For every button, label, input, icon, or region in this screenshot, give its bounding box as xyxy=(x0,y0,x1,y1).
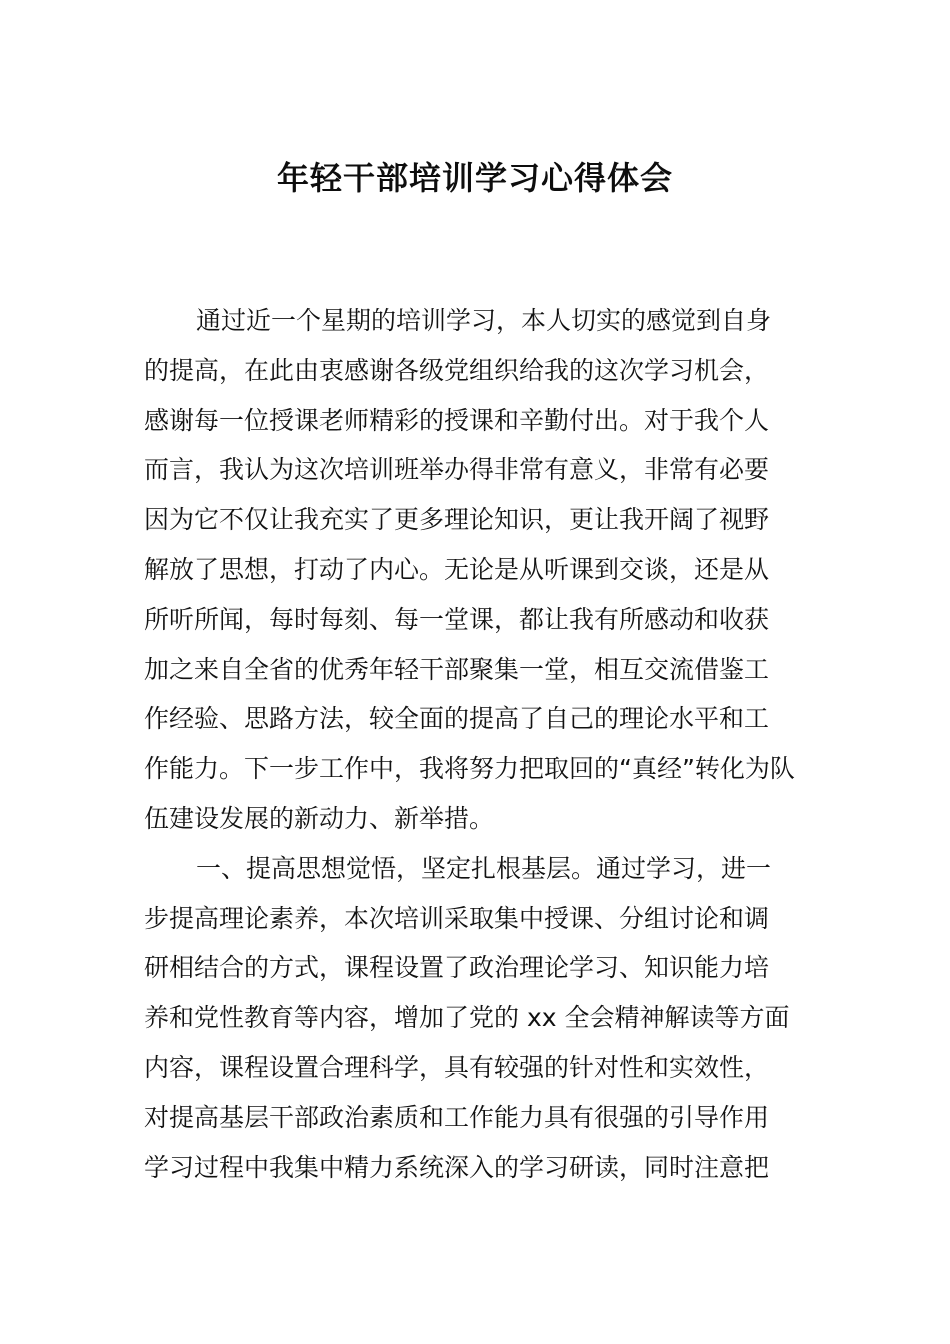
paragraph-1-line-10: 作能力。下一步工作中，我将努力把取回的“真经”转化为队 xyxy=(144,754,795,784)
paragraph-1-line-11: 伍建设发展的新动力、新举措。 xyxy=(144,803,495,833)
paragraph-2-line-7: 学习过程中我集中精力系统深入的学习研读，同时注意把 xyxy=(144,1152,770,1182)
document-title: 年轻干部培训学习心得体会 xyxy=(276,159,673,197)
paragraph-2-line-5: 内容，课程设置合理科学，具有较强的针对性和实效性， xyxy=(144,1052,770,1082)
paragraph-2-line-6: 对提高基层干部政治素质和工作能力具有很强的引导作用 xyxy=(144,1102,770,1132)
paragraph-1-line-9: 作经验、思路方法，较全面的提高了自己的理论水平和工 xyxy=(144,704,770,734)
paragraph-1-line-8: 加之来自全省的优秀年轻干部聚集一堂，相互交流借鉴工 xyxy=(144,654,770,684)
paragraph-1-line-4: 而言，我认为这次培训班举办得非常有意义，非常有必要 xyxy=(144,455,770,485)
paragraph-1-line-2: 的提高，在此由衷感谢各级党组织给我的这次学习机会， xyxy=(144,355,770,385)
document-body xyxy=(144,296,808,1192)
paragraph-1-line-3: 感谢每一位授课老师精彩的授课和辛勤付出。对于我个人 xyxy=(144,405,770,435)
paragraph-2-line-4: 养和党性教育等内容，增加了党的 xx 全会精神解读等方面 xyxy=(144,1003,790,1033)
paragraph-1-line-1: 通过近一个星期的培训学习，本人切实的感觉到自身 xyxy=(196,306,772,335)
paragraph-2-line-1: 一、提高思想觉悟，坚定扎根基层。通过学习，进一 xyxy=(196,853,772,883)
paragraph-1-line-7: 所听所闻，每时每刻、每一堂课，都让我有所感动和收获 xyxy=(144,604,770,634)
paragraph-1-line-5: 因为它不仅让我充实了更多理论知识，更让我开阔了视野 xyxy=(144,505,770,535)
paragraph-2-line-3: 研相结合的方式，课程设置了政治理论学习、知识能力培 xyxy=(144,953,770,983)
paragraph-1-line-6: 解放了思想，打动了内心。无论是从听课到交谈，还是从 xyxy=(144,554,770,584)
paragraph-2-line-2: 步提高理论素养，本次培训采取集中授课、分组讨论和调 xyxy=(144,903,770,933)
